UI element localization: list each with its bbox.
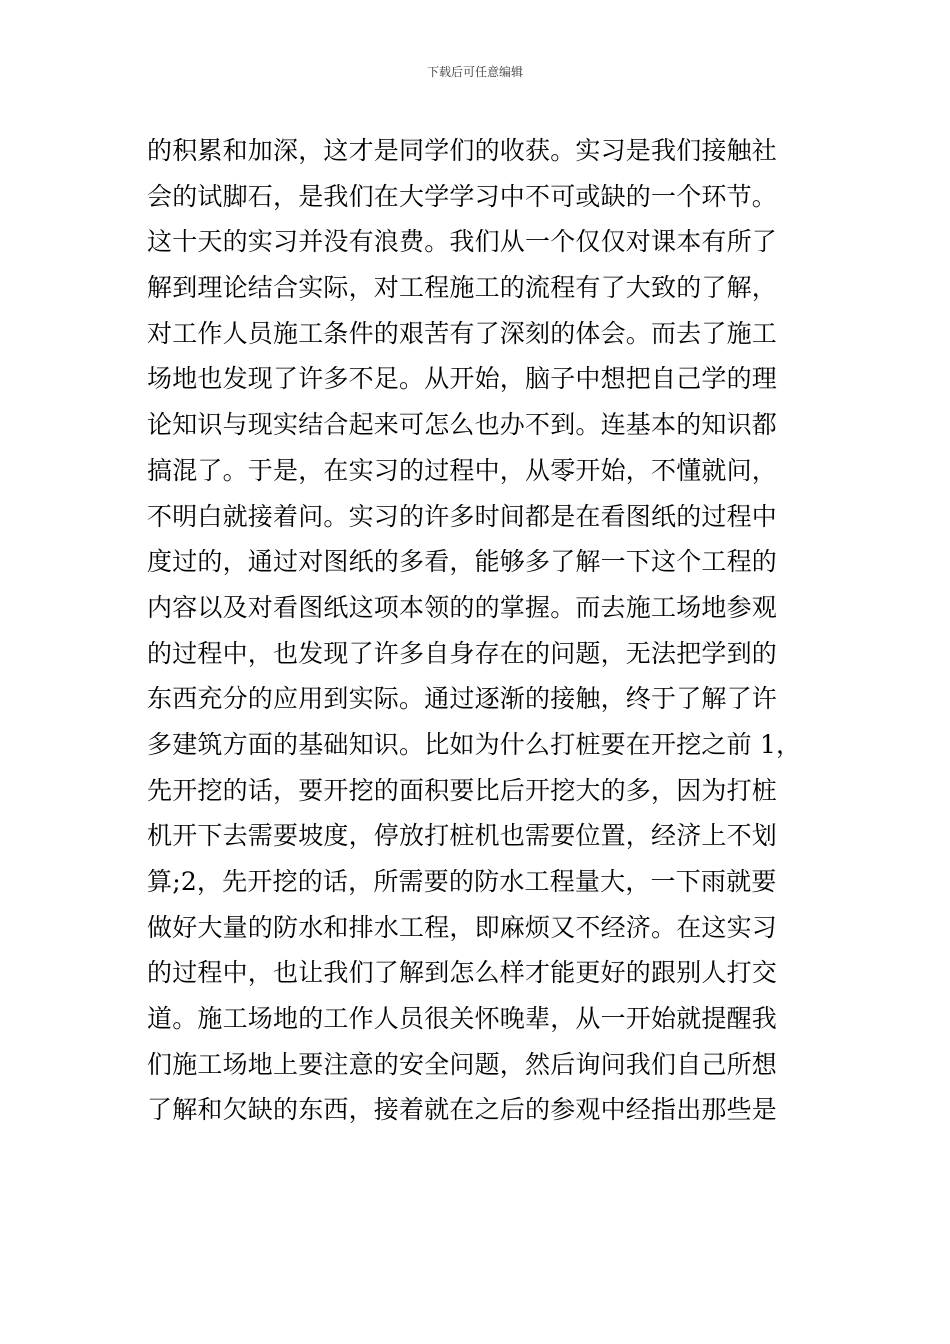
text-line: 内容以及对看图纸这项本领的的掌握。而去施工场地参观 (147, 592, 778, 622)
text-line: 算;2，先开挖的话，所需要的防水工程量大，一下雨就要 (147, 867, 777, 896)
text-line: 的过程中，也让我们了解到怎么样才能更好的跟别人打交 (147, 958, 778, 988)
text-line: 这十天的实习并没有浪费。我们从一个仅仅对课本有所了 (147, 227, 778, 257)
text-line: 搞混了。于是，在实习的过程中，从零开始，不懂就问， (147, 455, 778, 485)
text-line: 的积累和加深，这才是同学们的收获。实习是我们接触社 (147, 136, 778, 165)
text-line: 的过程中，也发现了许多自身存在的问题，无法把学到的 (147, 638, 778, 668)
page-header: 下载后可任意编辑 (426, 65, 523, 79)
text-line: 会的试脚石，是我们在大学学习中不可或缺的一个环节。 (147, 181, 778, 211)
text-line: 们施工场地上要注意的安全问题，然后询问我们自己所想 (147, 1049, 778, 1079)
body-text (147, 128, 817, 1133)
text-line: 机开下去需要坡度，停放打桩机也需要位置，经济上不划 (147, 821, 778, 851)
text-line: 做好大量的防水和排水工程，即麻烦又不经济。在这实习 (147, 912, 778, 942)
text-line: 解到理论结合实际，对工程施工的流程有了大致的了解， (147, 273, 778, 303)
text-line: 多建筑方面的基础知识。比如为什么打桩要在开挖之前 1， (147, 729, 802, 759)
text-line: 场地也发现了许多不足。从开始，脑子中想把自己学的理 (147, 364, 778, 394)
text-line: 道。施工场地的工作人员很关怀晚辈，从一开始就提醒我 (147, 1004, 778, 1034)
text-line: 对工作人员施工条件的艰苦有了深刻的体会。而去了施工 (147, 318, 778, 348)
text-line: 先开挖的话，要开挖的面积要比后开挖大的多，因为打桩 (147, 775, 778, 805)
text-line: 东西充分的应用到实际。通过逐渐的接触，终于了解了许 (147, 684, 778, 714)
text-line: 度过的，通过对图纸的多看，能够多了解一下这个工程的 (147, 547, 778, 577)
text-line: 论知识与现实结合起来可怎么也办不到。连基本的知识都 (147, 410, 778, 440)
text-line: 不明白就接着问。实习的许多时间都是在看图纸的过程中 (147, 501, 778, 531)
text-line: 了解和欠缺的东西，接着就在之后的参观中经指出那些是 (147, 1095, 778, 1125)
